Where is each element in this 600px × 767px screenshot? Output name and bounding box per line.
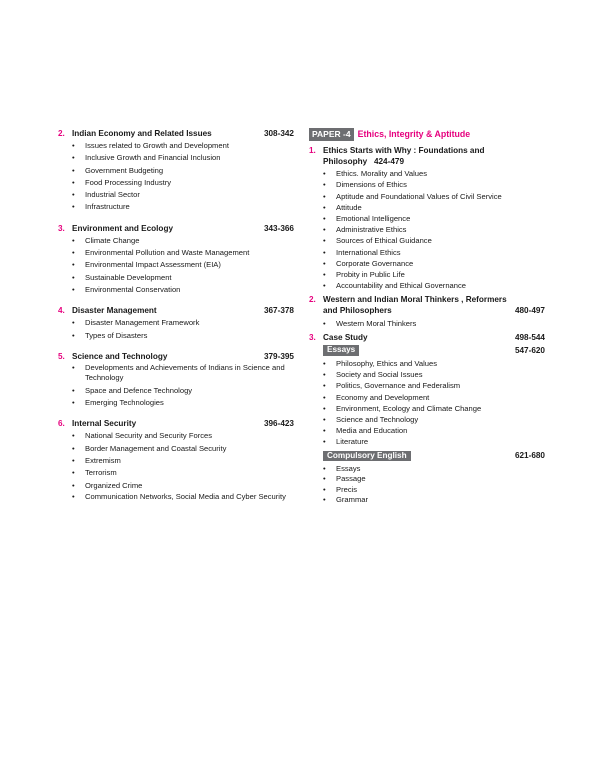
english-header bbox=[323, 451, 545, 462]
section-pages: 343-366 bbox=[263, 223, 294, 233]
section-pages: 498-544 bbox=[514, 332, 545, 342]
paper-header bbox=[309, 128, 545, 141]
english-list bbox=[309, 464, 545, 505]
section-header bbox=[309, 146, 545, 167]
list-item: • Environmental Impact Assessment (EIA) bbox=[72, 259, 294, 271]
section-moral-thinkers bbox=[309, 295, 545, 328]
list-item: • Media and Education bbox=[323, 425, 545, 436]
essays-header bbox=[323, 345, 545, 356]
list-item: • Environment, Ecology and Climate Change bbox=[323, 403, 545, 414]
paper-tag: PAPER -4 bbox=[309, 128, 354, 141]
list-item: • Ethics. Morality and Values bbox=[323, 168, 545, 179]
list-item: • Politics, Governance and Federalism bbox=[323, 380, 545, 391]
list-item: • Types of Disasters bbox=[72, 330, 294, 342]
list-item: • Issues related to Growth and Development bbox=[72, 140, 294, 152]
list-item: • Probity in Public Life bbox=[323, 269, 545, 280]
list-item: • Accountability and Ethical Governance bbox=[323, 280, 545, 291]
list-item: • Terrorism bbox=[72, 467, 294, 479]
list-item: • Essays bbox=[323, 464, 545, 474]
list-item: • Corporate Governance bbox=[323, 258, 545, 269]
section-pages: 308-342 bbox=[263, 129, 294, 138]
section-header bbox=[309, 333, 545, 344]
topic-list bbox=[58, 235, 294, 296]
section-header bbox=[58, 305, 294, 316]
list-item: • Industrial Sector bbox=[72, 189, 294, 201]
list-item: • Developments and Achievements of Indians in Science and Technology bbox=[72, 363, 294, 383]
topic-list bbox=[58, 430, 294, 501]
section-number: 6. bbox=[58, 419, 65, 429]
section-pages: 396-423 bbox=[263, 419, 294, 429]
list-item: • Society and Social Issues bbox=[323, 369, 545, 380]
list-item: • Climate Change bbox=[72, 235, 294, 247]
list-item: • Border Management and Coastal Security bbox=[72, 443, 294, 455]
section-title: Science and Technology bbox=[72, 351, 168, 361]
list-item: • Environmental Conservation bbox=[72, 284, 294, 296]
section-environment bbox=[58, 223, 294, 296]
list-item: • National Security and Security Forces bbox=[72, 430, 294, 442]
section-header bbox=[309, 295, 545, 316]
list-item: • Extremism bbox=[72, 455, 294, 467]
left-column bbox=[58, 128, 294, 511]
paper-title: Ethics, Integrity & Aptitude bbox=[357, 129, 471, 139]
topic-list bbox=[58, 317, 294, 342]
section-case-study bbox=[309, 333, 545, 344]
essays-tag: Essays bbox=[323, 345, 359, 356]
topic-list bbox=[309, 168, 545, 291]
list-item: • Economy and Development bbox=[323, 392, 545, 403]
list-item: • Science and Technology bbox=[323, 414, 545, 425]
essays-list bbox=[309, 358, 545, 448]
list-item: • Emotional Intelligence bbox=[323, 213, 545, 224]
list-item: • Precis bbox=[323, 485, 545, 495]
section-number: 3. bbox=[58, 223, 65, 233]
section-header bbox=[58, 351, 294, 362]
section-title: Indian Economy and Related Issues bbox=[72, 129, 212, 138]
section-title: Western and Indian Moral Thinkers , Reformers and Philosophers bbox=[323, 295, 507, 316]
section-security bbox=[58, 418, 294, 501]
list-item: • Aptitude and Foundational Values of Civil Service bbox=[323, 191, 545, 202]
list-item: • Government Budgeting bbox=[72, 165, 294, 177]
list-item: • Dimensions of Ethics bbox=[323, 179, 545, 190]
section-pages: 424-479 bbox=[373, 156, 405, 166]
list-item: • Sustainable Development bbox=[72, 272, 294, 284]
list-item: • Infrastructure bbox=[72, 201, 294, 213]
section-title: Environment and Ecology bbox=[72, 223, 173, 233]
section-number: 2. bbox=[58, 129, 65, 138]
section-number: 2. bbox=[309, 295, 316, 305]
section-economy bbox=[58, 128, 294, 214]
topic-list bbox=[58, 363, 294, 410]
list-item: • Sources of Ethical Guidance bbox=[323, 235, 545, 246]
section-number: 5. bbox=[58, 351, 65, 361]
list-item: • Food Processing Industry bbox=[72, 177, 294, 189]
right-column bbox=[309, 128, 545, 505]
list-item: • Literature bbox=[323, 436, 545, 447]
list-item: • Emerging Technologies bbox=[72, 397, 294, 409]
topic-list bbox=[58, 140, 294, 214]
section-ethics-foundations bbox=[309, 146, 545, 291]
essays-pages: 547-620 bbox=[514, 346, 545, 356]
section-header bbox=[58, 418, 294, 429]
list-item: • International Ethics bbox=[323, 247, 545, 258]
section-title: Case Study bbox=[323, 332, 368, 342]
section-pages: 480-497 bbox=[514, 306, 545, 316]
list-item: • Passage bbox=[323, 474, 545, 484]
section-science bbox=[58, 351, 294, 410]
section-pages: 367-378 bbox=[263, 306, 294, 316]
section-title-text: Ethics Starts with Why : Foundations and Philosophy bbox=[323, 146, 485, 166]
list-item: • Organized Crime bbox=[72, 480, 294, 492]
section-number: 3. bbox=[309, 332, 316, 342]
section-title: Disaster Management bbox=[72, 306, 157, 316]
topic-list bbox=[309, 318, 545, 329]
section-title: Internal Security bbox=[72, 419, 137, 429]
section-header bbox=[58, 223, 294, 234]
list-item: • Environmental Pollution and Waste Management bbox=[72, 247, 294, 259]
section-number: 4. bbox=[58, 306, 65, 316]
list-item: • Disaster Management Framework bbox=[72, 317, 294, 329]
list-item: • Communication Networks, Social Media and Cyber Security bbox=[72, 492, 294, 502]
section-title bbox=[323, 146, 545, 167]
section-number: 1. bbox=[309, 146, 316, 155]
english-tag: Compulsory English bbox=[323, 451, 411, 462]
list-item: • Philosophy, Ethics and Values bbox=[323, 358, 545, 369]
list-item: • Space and Defence Technology bbox=[72, 385, 294, 397]
list-item: • Administrative Ethics bbox=[323, 224, 545, 235]
list-item: • Western Moral Thinkers bbox=[323, 318, 545, 329]
english-pages: 621-680 bbox=[514, 451, 545, 461]
list-item: • Attitude bbox=[323, 202, 545, 213]
section-pages: 379-395 bbox=[263, 351, 294, 361]
list-item: • Inclusive Growth and Financial Inclusion bbox=[72, 152, 294, 164]
section-header bbox=[58, 128, 294, 139]
list-item: • Grammar bbox=[323, 495, 545, 505]
section-disaster bbox=[58, 305, 294, 342]
